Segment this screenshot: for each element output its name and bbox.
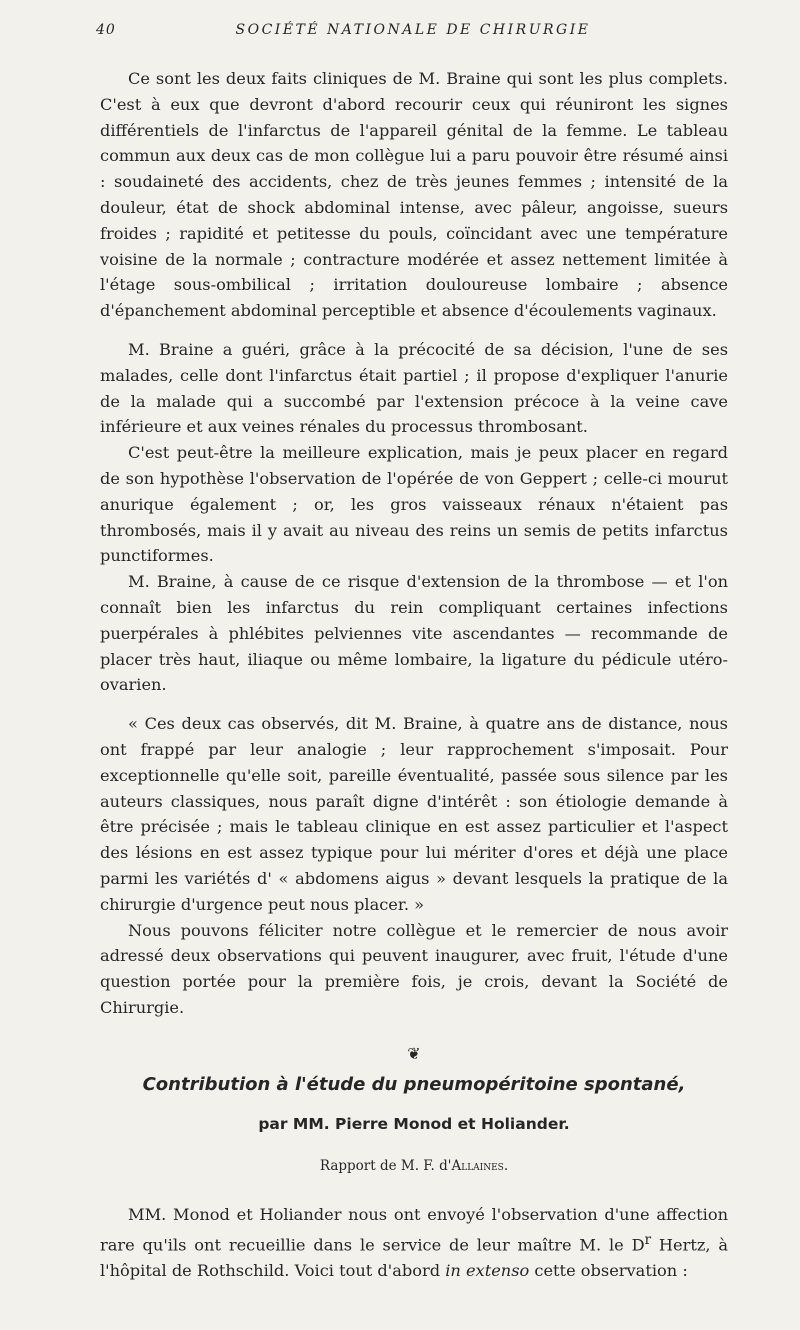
final-part1: MM. Monod et Holiander nous ont envoyé l'observation d'une affection rare qu'ils ont recueillie dans le service de leur maître M. le D xyxy=(100,1205,728,1255)
final-part3: cette observation : xyxy=(529,1261,688,1281)
paragraph-geppert: C'est peut-être la meilleure explication, mais je peux placer en regard de son hypothèse l'observation de l'opérée de von Geppert ; celle-ci mourut anurique également ; or, les gros vaisseaux rénaux n'étaient pas thrombosés, mais il y avait au niveau des reins un semis de petits infarctus punctiformes. xyxy=(100,443,728,566)
final-superscript: r xyxy=(644,1231,652,1248)
paragraph-ligature: M. Braine, à cause de ce risque d'extension de la thrombose — et l'on connaît bien les infarctus du rein compliquant certaines infections puerpérales à phlébites pelviennes vite ascendantes — recommande de placer très haut, iliaque ou même lombaire, la ligature du pédicule utéro-ovarien. xyxy=(100,572,728,695)
paragraph-final xyxy=(100,1202,728,1284)
page-number: 40 xyxy=(96,22,116,38)
rapporteur-suffix: . xyxy=(503,1158,509,1175)
final-part2: Hertz, à l'hôpital de Rothschild. Voici tout d'abord xyxy=(100,1235,728,1281)
rapporteur-prefix: Rapport de M. F. d' xyxy=(319,1158,452,1175)
section-rapporteur xyxy=(100,1154,728,1180)
paragraph-quotation: « Ces deux cas observés, dit M. Braine, à quatre ans de distance, nous ont frappé par leur analogie ; leur rapprochement s'imposait. Pour exceptionnelle qu'elle soit, pareille éventualité, passée sous silence par les auteurs classiques, nous paraît digne d'intérêt : son étiologie demande à être précisée ; mais le tableau clinique en est assez particulier et l'aspect des lésions en est assez typique pour lui mériter d'ores et déjà une place parmi les variétés d' « abdomens aigus » devant lesquels la pratique de la chirurgie d'urgence peut nous placer. » xyxy=(100,714,728,914)
running-head xyxy=(96,22,730,44)
body-text xyxy=(100,66,728,1284)
section-ornament-icon: ❦ xyxy=(407,1043,421,1063)
paragraph-summary: Ce sont les deux faits cliniques de M. Braine qui sont les plus complets. C'est à eux que devront d'abord recourir ceux qui réuniront les signes différentiels de l'infarctus de l'appareil génital de la femme. Le tableau commun aux deux cas de mon collègue lui a paru pouvoir être résumé ainsi : soudaineté des accidents, chez de très jeunes femmes ; intensité de la douleur, état de shock abdominal intense, avec pâleur, angoisse, sueurs froides ; rapidité et petitesse du pouls, coïncidant avec une température voisine de la normale ; contracture modérée et assez nettement limitée à l'étage sous-ombilical ; irritation douloureuse lombaire ; absence d'épanchement abdominal perceptible et absence d'écoulements vaginaux. xyxy=(100,69,728,321)
paragraph-conclusion: Nous pouvons féliciter notre collègue et le remercier de nous avoir adressé deux observations qui peuvent inaugurer, avec fruit, l'étude d'une question portée pour la première fois, je crois, devant la Société de Chirurgie. xyxy=(100,920,728,1017)
section-authors: par MM. Pierre Monod et Holiander. xyxy=(258,1115,570,1134)
final-italic: in extenso xyxy=(445,1261,530,1281)
section-title: Contribution à l'étude du pneumopéritoine spontané, xyxy=(142,1074,686,1096)
rapporteur-name: Allaines xyxy=(451,1158,504,1175)
journal-title: SOCIÉTÉ NATIONALE DE CHIRURGIE xyxy=(235,22,591,38)
paragraph-braine-recovery: M. Braine a guéri, grâce à la précocité de sa décision, l'une de ses malades, celle dont l'infarctus était partiel ; il propose d'expliquer l'anurie de la malade qui a succombé par l'extension précoce à la veine cave inférieure et aux veines rénales du processus thrombosant. xyxy=(100,339,728,437)
